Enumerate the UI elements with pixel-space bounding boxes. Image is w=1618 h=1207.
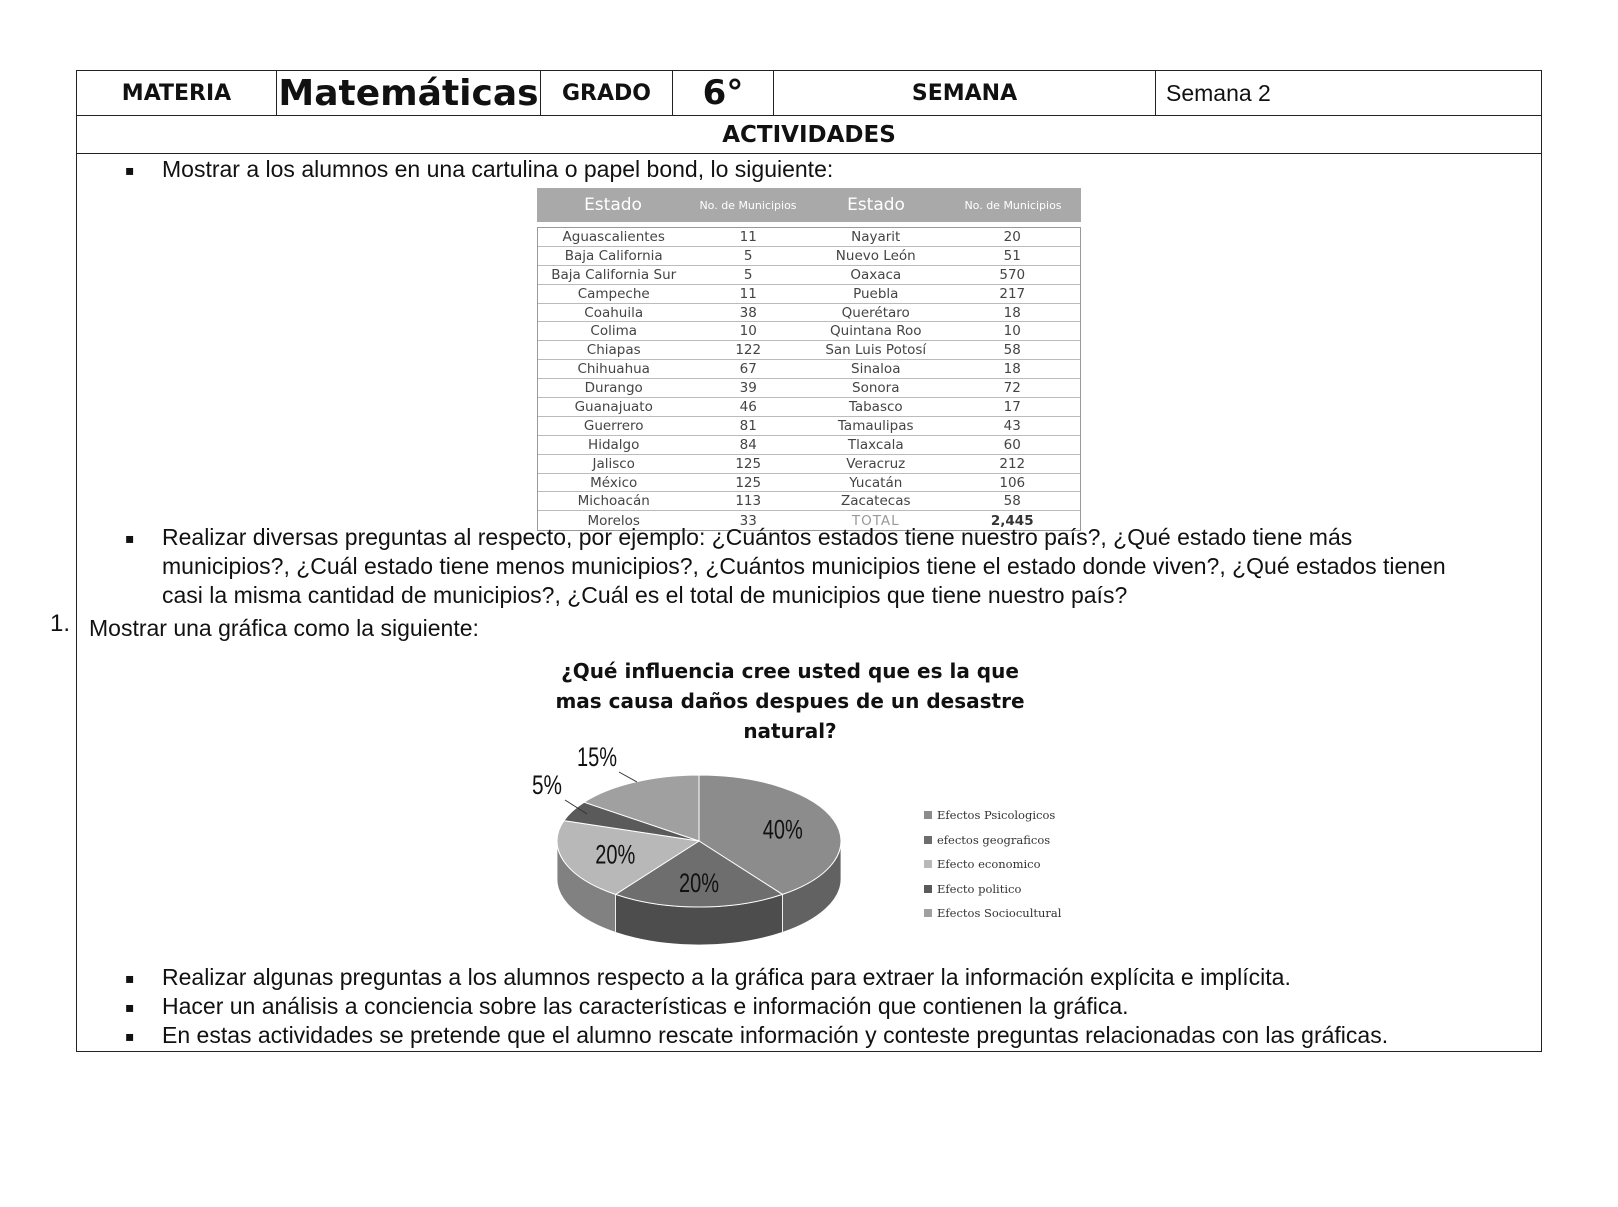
table-header [537,188,1081,222]
chart-title-line: natural? [743,719,837,743]
cell-estado: San Luis Potosí [825,342,927,359]
table-row [538,436,1080,455]
cell-municipios: 5 [743,247,753,264]
legend-label: Efecto politico [937,881,1022,896]
cell-estado: Guanajuato [574,398,653,415]
table-row [538,417,1080,436]
bullet-text-1: Mostrar a los alumnos en una cartulina o papel bond, lo siguiente: [162,156,834,182]
activity-sheet [76,70,1542,1052]
pie-value-label: 20% [595,839,636,870]
cell-municipios: 212 [999,455,1026,472]
cell-municipios: 72 [1003,380,1021,397]
bullet-text-4: Hacer un análisis a conciencia sobre las características e información que contienen la gráfica. [162,993,1129,1019]
table-row [538,379,1080,398]
cell-municipios: 20 [1003,228,1021,245]
cell-municipios: 51 [1003,247,1021,264]
cell-municipios: 67 [739,361,757,378]
bullet-marker: ▪ [125,1029,135,1045]
cell-municipios: 46 [739,398,757,415]
bullet-text-2-line: Realizar diversas preguntas al respecto, por ejemplo: ¿Cuántos estados tiene nuestro país?, ¿Qué estado tiene más [162,524,1353,550]
table-row [538,247,1080,266]
semana-value: Semana 2 [1166,79,1271,106]
cell-estado: Coahuila [584,304,644,321]
chart-legend [924,803,1061,926]
cell-estado: Sinaloa [851,361,901,378]
cell-municipios: 58 [1003,493,1021,510]
bullet-text-2-line: municipios?, ¿Cuál estado tiene menos municipios?, ¿Cuántos municipios tiene el estado donde viven?, ¿Qué estados tienen [162,553,1446,579]
cell-estado: Veracruz [846,455,906,472]
cell-municipios: 43 [1003,417,1021,434]
cell-estado: Nuevo León [835,247,916,264]
cell-estado: Puebla [853,285,899,302]
cell-estado: Tlaxcala [847,436,904,453]
table-row [538,304,1080,323]
cell-estado: Tabasco [848,398,903,415]
cell-municipios: 17 [1003,398,1021,415]
bullet-marker: ▪ [125,163,135,179]
cell-estado: Oaxaca [850,266,902,283]
header-estado-2: Estado [847,195,905,215]
table-body [537,227,1081,531]
leader-line [619,772,637,782]
cell-municipios: 10 [1003,323,1021,340]
table-row [538,360,1080,379]
cell-municipios: 33 [739,512,757,529]
bullet-marker: ▪ [125,971,135,987]
cell-municipios: 10 [739,323,757,340]
cell-municipios: 81 [739,417,757,434]
legend-swatch [924,860,932,868]
legend-label: Efectos Sociocultural [937,906,1062,921]
table-row [538,455,1080,474]
chart-title-line: ¿Qué influencia cree usted que es la que [561,659,1019,683]
cell-estado: Nayarit [851,228,901,245]
legend-label: Efecto economico [937,857,1041,872]
bullet-text-3: Realizar algunas preguntas a los alumnos respecto a la gráfica para extraer la información explícita e implícita. [162,964,1291,990]
legend-label: efectos geograficos [937,832,1051,847]
bullet-text-5: En estas actividades se pretende que el alumno rescate información y conteste preguntas relacionadas con las gráficas. [162,1022,1389,1048]
legend-label: Efectos Psicologicos [937,808,1056,823]
cell-estado: Hidalgo [588,436,640,453]
table-row [538,474,1080,493]
municipios-table [537,188,1081,531]
cell-estado: Zacatecas [840,493,911,510]
table-row [538,398,1080,417]
cell-municipios: 217 [999,285,1026,302]
table-row [538,492,1080,511]
table-row [538,341,1080,360]
grado-value: 6° [673,71,774,115]
cell-municipios: 18 [1003,361,1021,378]
cell-municipios: 39 [739,380,757,397]
bullet-text-2-line: casi la misma cantidad de municipios?, ¿Cuál es el total de municipios que tiene nuestro país? [162,582,1128,608]
cell-estado: TOTAL [851,512,900,529]
bullet-text-2 [162,523,1446,610]
cell-municipios: 122 [735,342,762,359]
legend-item [924,828,1061,853]
pie-chart [527,736,847,946]
cell-estado: Guerrero [583,417,644,434]
grado-label: GRADO [541,71,673,115]
numbered-item-text: Mostrar una gráfica como la siguiente: [89,615,479,641]
cell-estado: Baja California Sur [551,266,677,283]
cell-estado: Querétaro [841,304,910,321]
cell-estado: Durango [584,380,643,397]
pie-value-label: 15% [577,742,617,772]
pie-value-label: 40% [762,814,803,845]
cell-municipios: 106 [999,474,1026,491]
cell-estado: Campeche [577,285,650,302]
cell-municipios: 113 [735,493,762,510]
cell-municipios: 5 [743,266,753,283]
cell-municipios: 570 [999,266,1026,283]
legend-swatch [924,885,932,893]
cell-municipios: 18 [1003,304,1021,321]
legend-swatch [924,909,932,917]
legend-item [924,852,1061,877]
header-row [77,71,1541,116]
cell-municipios: 11 [739,285,757,302]
bullet-marker: ▪ [125,531,135,547]
cell-estado: Jalisco [592,455,635,472]
actividades-title: ACTIVIDADES [77,116,1541,154]
legend-item [924,877,1061,902]
header-municipios-1: No. de Municipios [699,198,797,212]
legend-item [924,901,1061,926]
table-row [538,228,1080,247]
cell-estado: Chihuahua [577,361,650,378]
bullet-marker: ▪ [125,1000,135,1016]
materia-label: MATERIA [77,71,277,115]
cell-estado: Morelos [587,512,640,529]
cell-estado: Aguascalientes [562,228,665,245]
semana-label: SEMANA [774,71,1156,115]
cell-estado: Tamaulipas [837,417,914,434]
legend-swatch [924,811,932,819]
cell-estado: Colima [590,323,638,340]
cell-municipios: 125 [735,474,762,491]
cell-estado: Sonora [852,380,900,397]
pie-value-label: 5% [532,770,562,800]
cell-municipios: 58 [1003,342,1021,359]
header-municipios-2: No. de Municipios [964,198,1062,212]
table-row [538,322,1080,341]
materia-value: Matemáticas [277,71,541,115]
header-estado-1: Estado [584,195,642,215]
legend-item [924,803,1061,828]
cell-estado: Michoacán [577,493,650,510]
cell-municipios: 60 [1003,436,1021,453]
pie-value-label: 20% [679,867,719,898]
cell-estado: México [590,474,638,491]
table-row [538,266,1080,285]
cell-estado: Chiapas [586,342,641,359]
cell-municipios: 125 [735,455,762,472]
numbered-marker: 1. [50,610,71,637]
cell-estado: Quintana Roo [830,323,922,340]
cell-municipios: 2,445 [990,512,1034,529]
chart-title-line: mas causa daños despues de un desastre [555,689,1025,713]
cell-municipios: 84 [739,436,757,453]
cell-estado: Yucatán [849,474,903,491]
cell-municipios: 11 [739,228,757,245]
legend-swatch [924,836,932,844]
cell-municipios: 38 [739,304,757,321]
table-row [538,285,1080,304]
chart-title [555,656,1025,746]
cell-estado: Baja California [564,247,663,264]
